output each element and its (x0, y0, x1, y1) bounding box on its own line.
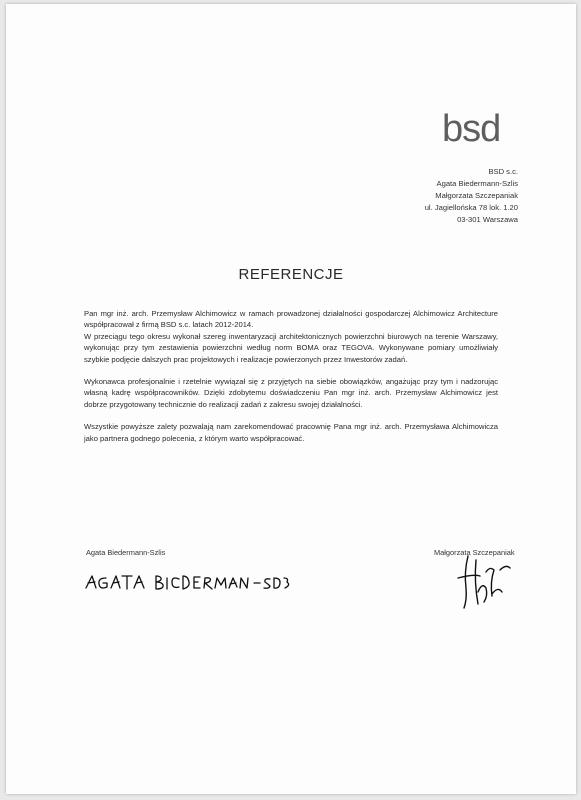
paragraph: W przeciągu tego okresu wykonał szereg inwentaryzacji architektonicznych powierzchni biurowych na terenie Warszawy, wykonując przy tym zestawienia powierzchni według norm BOMA oraz TEGOVA. Wykonywane pomiary umożliwiały szybkie podjęcie dalszych prac projektowych i realizacje powierzonych przez Inwestorów zadań. (84, 331, 498, 364)
paragraph: Wszystkie powyższe zalety pozwalają nam zarekomendować pracownię Pana mgr inż. arch. Przemysława Alchimowicza jako partnera godnego polecenia, z którym warto współpracować. (84, 422, 498, 443)
sender-address (425, 166, 518, 226)
letter-page (6, 4, 576, 794)
handwritten-signature-right (454, 552, 514, 612)
paragraph: Pan mgr inż. arch. Przemysław Alchimowicz w ramach prowadzonej działalności gospodarczej Alchimowicz Architecture współpracował z firmą BSD s.c. latach 2012-2014. (84, 309, 498, 330)
sender-line: BSD s.c. (488, 167, 518, 176)
sender-line: ul. Jagiellońska 78 lok. 1.20 (424, 203, 518, 212)
letter-body (84, 308, 498, 444)
company-logo: bsd (442, 108, 501, 150)
sender-line: Agata Biedermann-Szlis (436, 179, 518, 188)
handwritten-signature-left (84, 570, 294, 600)
sender-line: Małgorzata Szczepaniak (435, 191, 518, 200)
document-title: REFERENCJE (238, 266, 344, 283)
paragraph: Wykonawca profesjonalnie i rzetelnie wywiązał się z przyjętych na siebie obowiązków, angażując przy tym i nadzorując własną kadrę współpracowników. Dzięki zdobytemu doświadczeniu Pan mgr inż. arch. Przemysław Alchimowicz jest dobrze przygotowany technicznie do realizacji zadań z zakresu swojej działalności. (84, 377, 498, 409)
signatory-left-name: Agata Biedermann-Szlis (86, 548, 166, 557)
signatory-right-name: Małgorzata Szczepaniak (434, 548, 515, 557)
sender-line: 03-301 Warszawa (457, 215, 518, 224)
